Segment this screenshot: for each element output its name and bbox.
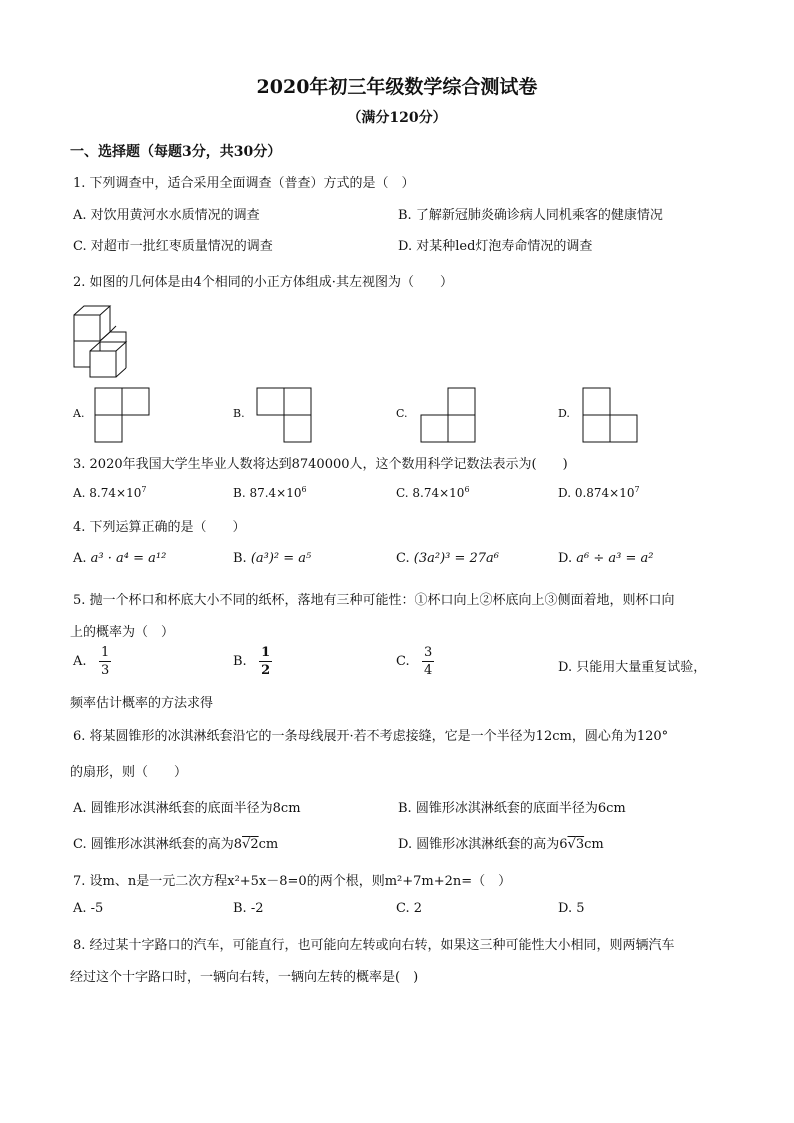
section-heading: 一、选择题（每题3分，共30分） (70, 144, 282, 160)
question-6-stem-line1: 6. 将某圆锥形的冰淇淋纸套沿它的一条母线展开·若不考虑接缝，它是一个半径为12cm，圆心角为120° (73, 729, 669, 744)
q4-option-b-expression: (a³)² = a⁵ (250, 551, 312, 566)
q2-option-d-label: D. (558, 407, 570, 420)
q1-option-a: A. 对饮用黄河水水质情况的调查 (73, 208, 260, 223)
q4-option-b: B. (a³)² = a⁵ (233, 551, 312, 566)
q5-option-a: A. $\frac{1}{3}$ (73, 645, 110, 678)
q2-option-b-label: B. (233, 407, 245, 420)
q2-option-d-figure (582, 387, 640, 443)
q6-option-d: D. 圆锥形冰淇淋纸套的高为6√3cm (398, 837, 604, 852)
q5-option-d: D. 只能用大量重复试验， (558, 660, 707, 675)
q3-option-d: D. $0.874\times 10^7$ (558, 485, 640, 500)
cube-solid-figure (70, 303, 140, 383)
q2-option-c-label: C. (396, 407, 408, 420)
q2-option-c-figure (420, 387, 478, 443)
q5-option-b: B. $\frac{1}{2}$ (233, 645, 271, 678)
page-subtitle: （满分120分） (347, 110, 447, 126)
q7-option-b: B. -2 (233, 901, 264, 916)
question-2-stem: 2. 如图的几何体是由4个相同的小正方体组成·其左视图为（ ） (73, 275, 453, 290)
question-8-stem-line1: 8. 经过某十字路口的汽车，可能直行，也可能向左转或向右转，如果这三种可能性大小相同，则两辆汽车 (73, 938, 675, 953)
q6-option-b: B. 圆锥形冰淇淋纸套的底面半径为6cm (398, 801, 626, 816)
question-7-stem: 7. 设m、n是一元二次方程x²+5x－8=0的两个根，则m²+7m+2n=（ ） (73, 874, 512, 889)
q7-option-c: C. 2 (396, 901, 423, 916)
q5-option-a-fraction: $\frac{1}{3}$ (100, 645, 110, 678)
q6-option-a: A. 圆锥形冰淇淋纸套的底面半径为8cm (73, 801, 301, 816)
question-6-stem-line2: 的扇形，则（ ） (70, 765, 188, 780)
question-5-stem-line1: 5. 抛一个杯口和杯底大小不同的纸杯，落地有三种可能性：①杯口向上②杯底向上③侧面着地，则杯口向 (73, 593, 675, 608)
q4-option-c: C. (3a²)³ = 27a⁶ (396, 551, 500, 566)
question-1-stem: 1. 下列调查中，适合采用全面调查（普查）方式的是（ ） (73, 176, 415, 191)
q2-option-a-figure (94, 387, 152, 443)
q5-option-d-continued: 频率估计概率的方法求得 (70, 696, 214, 711)
q4-option-d: D. a⁶ ÷ a³ = a² (558, 551, 654, 566)
question-4-stem: 4. 下列运算正确的是（ ） (73, 520, 246, 535)
q1-option-c: C. 对超市一批红枣质量情况的调查 (73, 239, 273, 254)
q5-option-c: C. $\frac{3}{4}$ (396, 645, 433, 678)
q1-option-b: B. 了解新冠肺炎确诊病人同机乘客的健康情况 (398, 208, 663, 223)
q5-option-c-fraction: $\frac{3}{4}$ (424, 645, 433, 678)
question-5-stem-line2: 上的概率为（ ） (70, 625, 175, 640)
q7-option-a: A. -5 (73, 901, 104, 916)
question-3-stem: 3. 2020年我国大学生毕业人数将达到8740000人，这个数用科学记数法表示为( ) (73, 457, 568, 472)
q4-option-c-expression: (3a²)³ = 27a⁶ (413, 551, 500, 566)
page-title: 2020年初三年级数学综合测试卷 (256, 76, 538, 98)
q2-option-b-figure (256, 387, 314, 443)
q6-option-c: C. 圆锥形冰淇淋纸套的高为8√2cm (73, 837, 279, 852)
q4-option-a: A. a³ · a⁴ = a¹² (73, 551, 167, 566)
q3-option-a: A. $8.74\times 10^7$ (73, 485, 147, 500)
q3-option-c: C. $8.74\times 10^6$ (396, 485, 470, 500)
q7-option-d: D. 5 (558, 901, 585, 916)
q2-option-a-label: A. (73, 407, 85, 420)
q1-option-d: D. 对某种led灯泡寿命情况的调查 (398, 239, 593, 254)
question-8-stem-line2: 经过这个十字路口时，一辆向右转，一辆向左转的概率是( ) (70, 970, 419, 985)
q4-option-d-expression: a⁶ ÷ a³ = a² (576, 551, 654, 566)
q4-option-a-expression: a³ · a⁴ = a¹² (90, 551, 167, 566)
q3-option-b: B. $87.4\times 10^6$ (233, 485, 307, 500)
q5-option-b-fraction: $\frac{1}{2}$ (261, 645, 271, 678)
